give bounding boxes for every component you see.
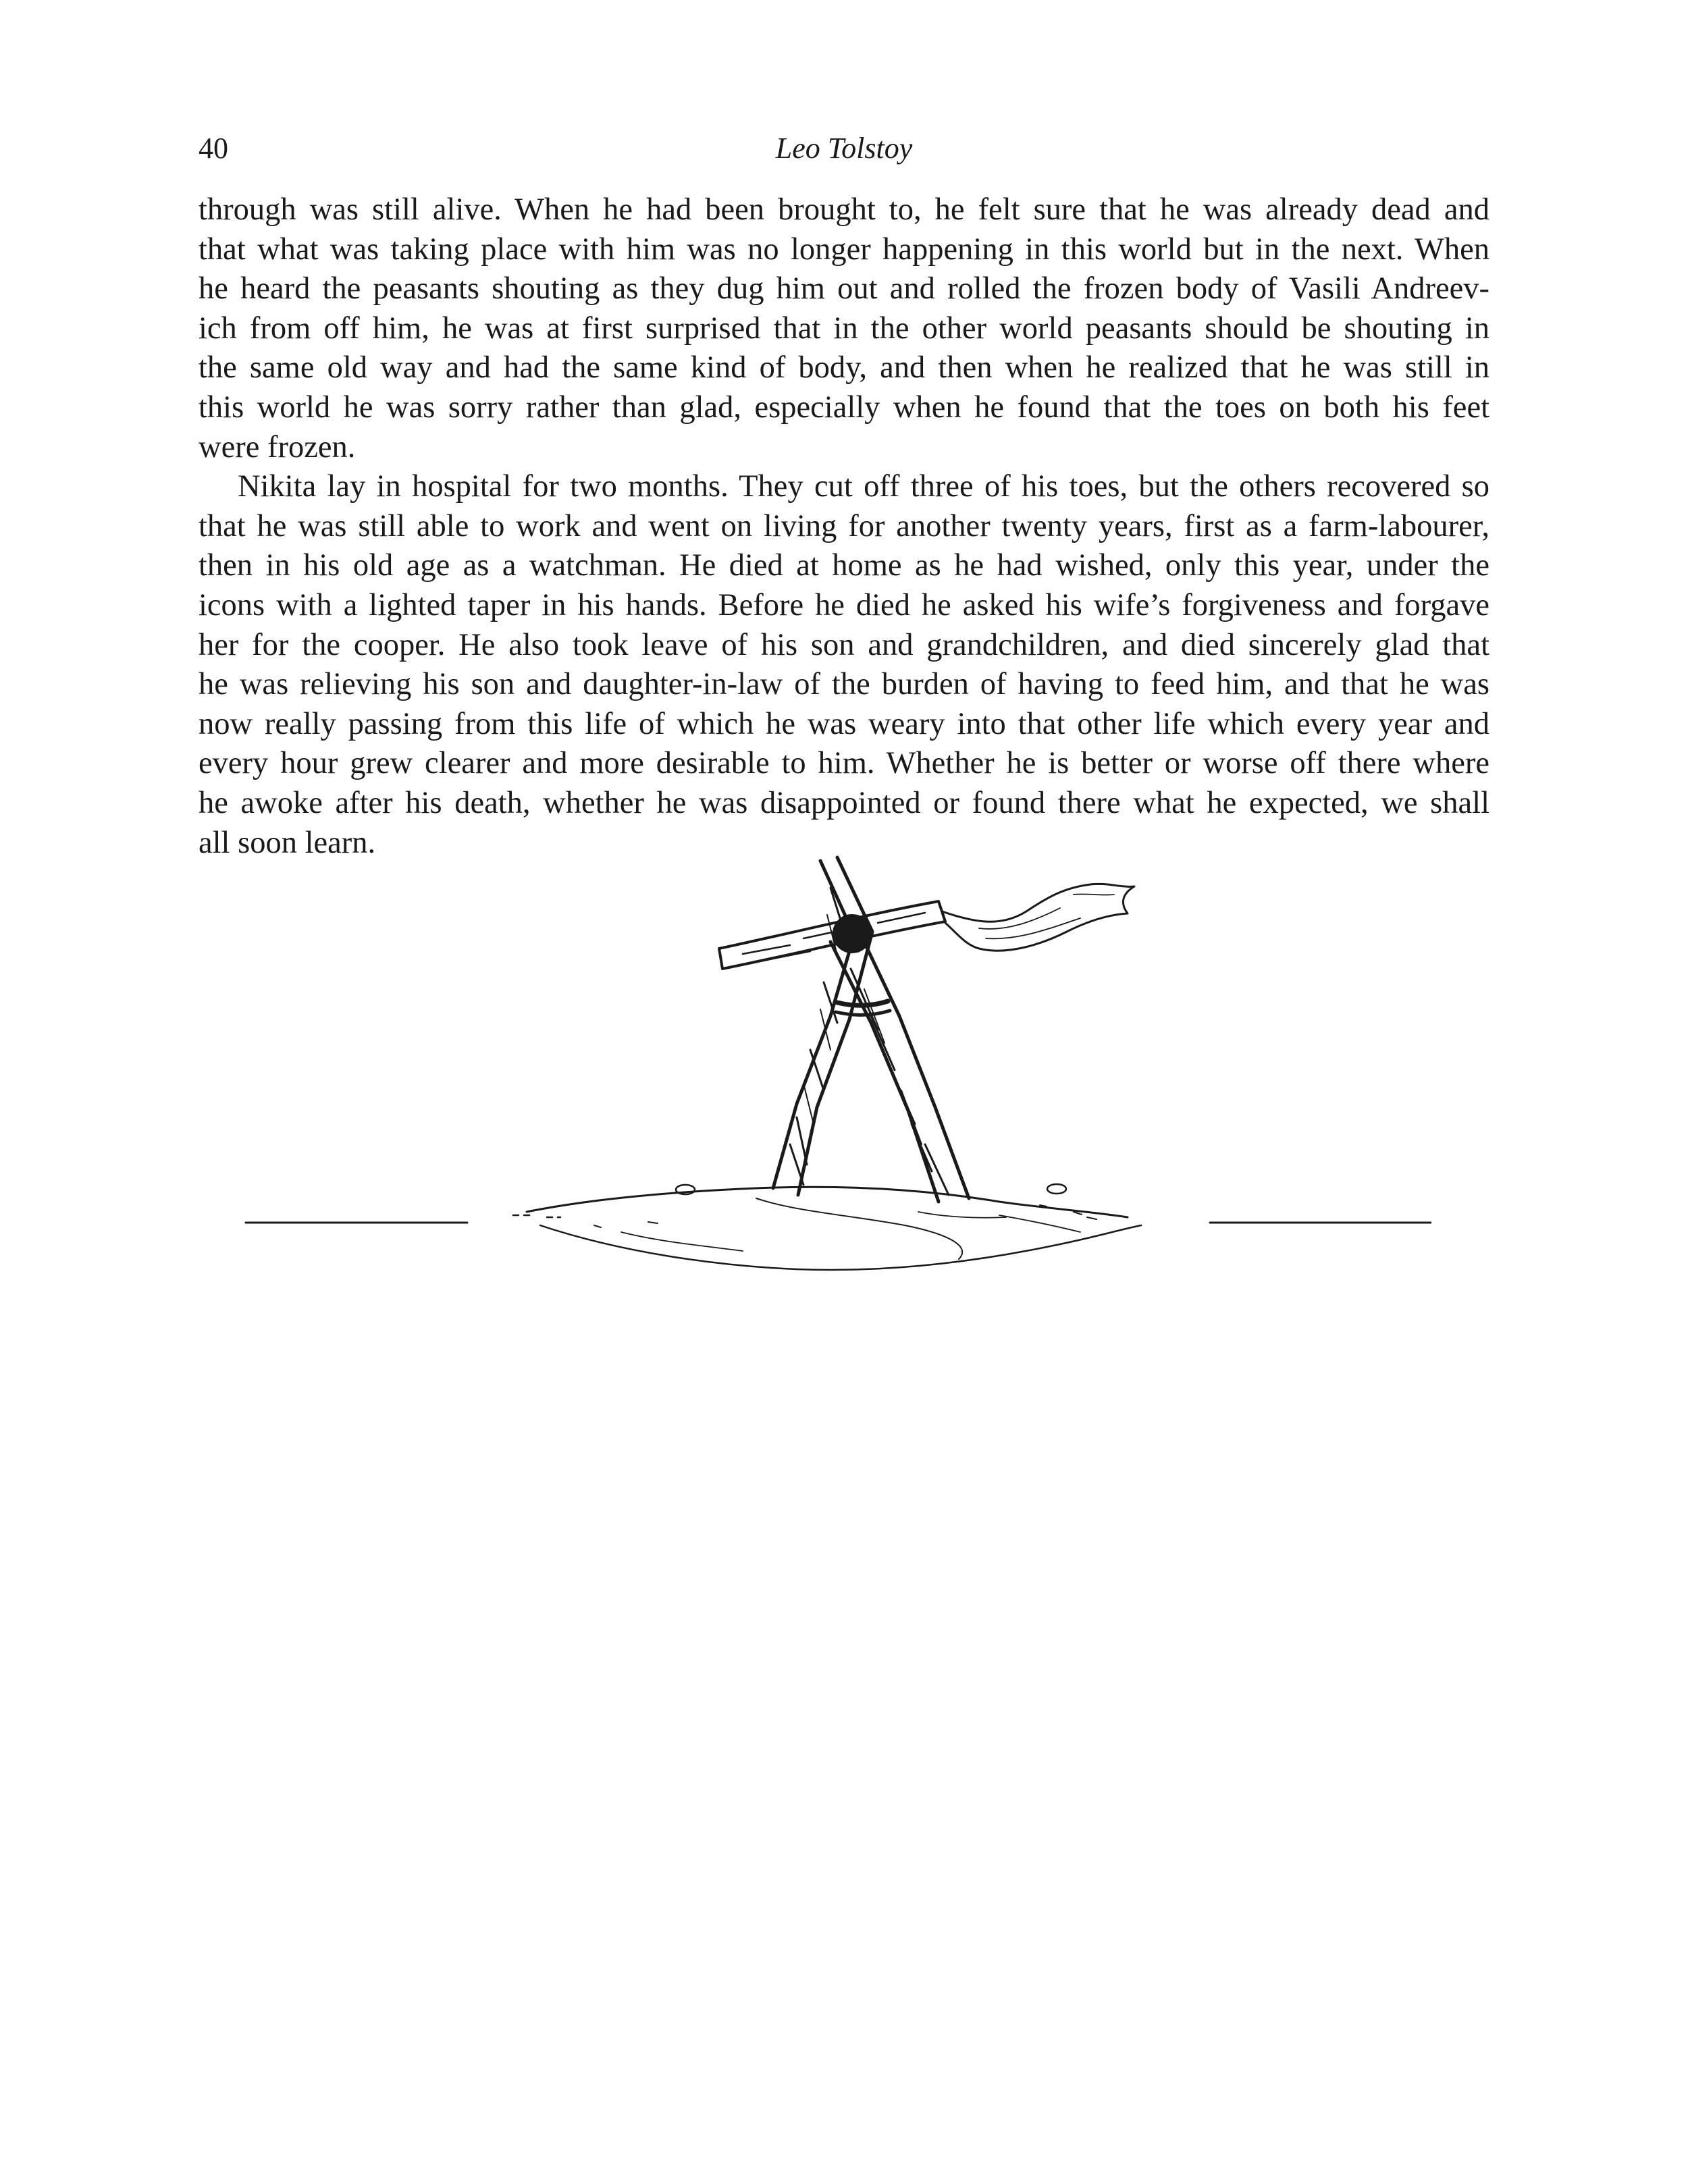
text-line: he awoke after his death, whether he was disappointed or found there what he expected, we shall bbox=[199, 785, 1489, 820]
text-line: all soon learn. bbox=[199, 825, 376, 860]
text-line: this world he was sorry rather than glad, especially when he found that the toes on both his feet bbox=[199, 390, 1489, 425]
text-line: icons with a lighted taper in his hands. Before he died he asked his wife’s forgiveness and forgave bbox=[199, 587, 1489, 622]
text-line: were frozen. bbox=[199, 429, 356, 464]
paragraph-1 bbox=[199, 190, 1489, 467]
text-line: her for the cooper. He also took leave of his son and grandchildren, and died sincerely glad that bbox=[199, 627, 1489, 662]
text-line: ich from off him, he was at first surprised that in the other world peasants should be shouting in bbox=[199, 311, 1489, 346]
text-line: he heard the peasants shouting as they dug him out and rolled the frozen body of Vasili Andreev- bbox=[199, 271, 1489, 307]
text-line: that what was taking place with him was no longer happening in this world but in the next. When bbox=[199, 232, 1489, 267]
snow-mound-bottom bbox=[540, 1225, 1141, 1270]
text-line: he was relieving his son and daughter-in-law of the burden of having to feed him, and that he was bbox=[199, 667, 1489, 702]
text-line: through was still alive. When he had been brought to, he felt sure that he was already dead and bbox=[199, 192, 1489, 227]
text-line: the same old way and had the same kind of body, and then when he realized that he was still in bbox=[199, 350, 1489, 385]
running-head: Leo Tolstoy bbox=[775, 132, 913, 165]
text-line: Nikita lay in hospital for two months. They cut off three of his toes, but the others recovered so bbox=[238, 469, 1489, 504]
text-line: that he was still able to work and went on living for another twenty years, first as a farm-labourer, bbox=[199, 508, 1489, 543]
text-line: then in his old age as a watchman. He died at home as he had wished, only this year, under the bbox=[199, 548, 1489, 583]
page-header bbox=[199, 128, 1489, 176]
text-line: every hour grew clearer and more desirable to him. Whether he is better or worse off there where bbox=[199, 746, 1489, 781]
text-line: now really passing from this life of which he was weary into that other life which every year and bbox=[199, 706, 1489, 741]
page-number: 40 bbox=[199, 132, 228, 165]
paragraph-2 bbox=[199, 467, 1489, 863]
body-text bbox=[199, 190, 1489, 863]
illustration-drawing bbox=[243, 847, 1431, 1293]
cross-in-snow-illustration bbox=[243, 847, 1431, 1293]
